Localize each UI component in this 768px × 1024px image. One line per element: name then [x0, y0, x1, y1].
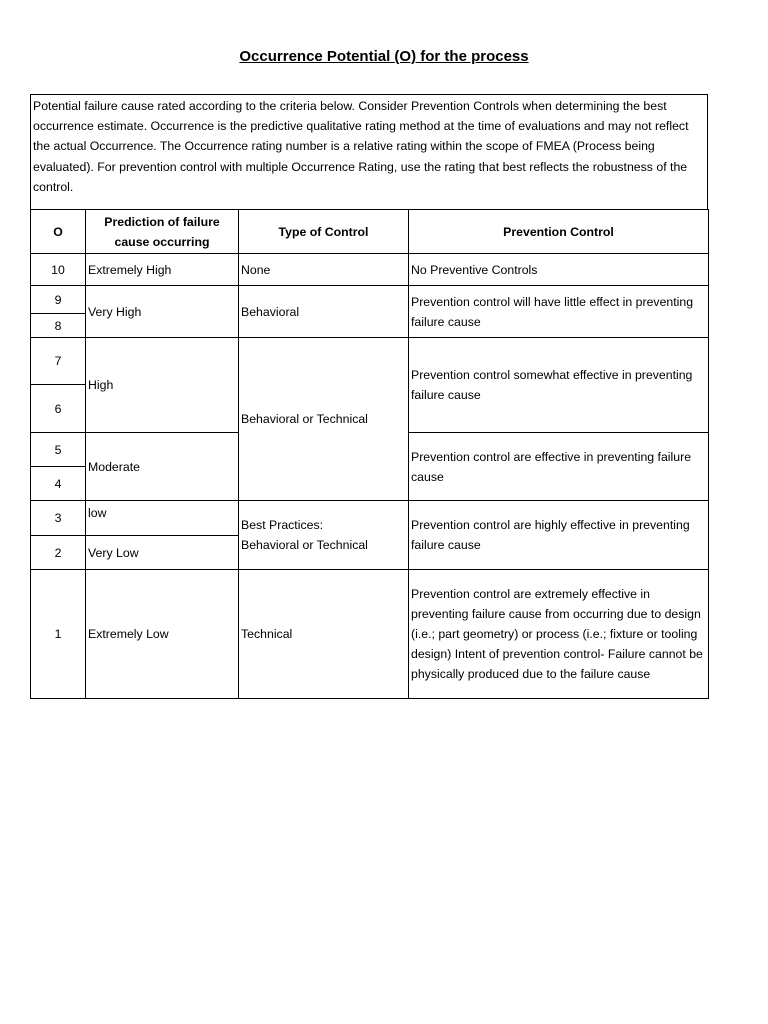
prediction-cell: High — [86, 338, 239, 433]
intro-text: Potential failure cause rated according to the criteria below. Consider Prevention Controls when determining the best occurrence estimate. Occurrence is the predictive qualitative rating method at the time of evaluations and may not reflect the actual Occurrence. The Occurrence rating number is a relative rating within the scope of FMEA (Process being evaluated). For prevention control with multiple Occurrence Rating, use the rating that best reflects the robustness of the control. — [30, 94, 708, 209]
header-prediction: Prediction of failure cause occurring — [86, 210, 239, 254]
prevention-cell: Prevention control are effective in preventing failure cause — [409, 433, 709, 501]
rating-cell: 1 — [31, 570, 86, 699]
rating-cell: 10 — [31, 254, 86, 286]
type-cell: Behavioral — [239, 286, 409, 338]
prediction-cell: Very High — [86, 286, 239, 338]
prevention-cell: No Preventive Controls — [409, 254, 709, 286]
table-row — [31, 338, 709, 385]
type-cell: None — [239, 254, 409, 286]
prediction-cell: Extremely High — [86, 254, 239, 286]
prediction-cell: Very Low — [86, 536, 239, 570]
type-cell — [239, 501, 409, 570]
table-header-row — [31, 210, 709, 254]
header-o: O — [31, 210, 86, 254]
rating-cell: 8 — [31, 314, 86, 338]
occurrence-table-container — [30, 94, 708, 699]
table-row — [31, 254, 709, 286]
rating-cell: 7 — [31, 338, 86, 385]
prevention-cell: Prevention control somewhat effective in preventing failure cause — [409, 338, 709, 433]
prediction-cell: Extremely Low — [86, 570, 239, 699]
prediction-cell: low — [86, 501, 239, 536]
rating-cell: 3 — [31, 501, 86, 536]
table-row — [31, 570, 709, 699]
header-prevention-control: Prevention Control — [409, 210, 709, 254]
prediction-cell: Moderate — [86, 433, 239, 501]
prevention-cell: Prevention control are extremely effective in preventing failure cause from occurring due to design (i.e.; part geometry) or process (i.e.; fixture or tooling design) Intent of prevention control- Failure cannot be physically produced due to the failure cause — [409, 570, 709, 699]
rating-cell: 6 — [31, 385, 86, 433]
table-row — [31, 501, 709, 536]
rating-cell: 5 — [31, 433, 86, 467]
rating-cell: 9 — [31, 286, 86, 314]
rating-cell: 2 — [31, 536, 86, 570]
occurrence-rating-table — [30, 209, 709, 699]
rating-cell: 4 — [31, 467, 86, 501]
prevention-cell: Prevention control will have little effect in preventing failure cause — [409, 286, 709, 338]
type-cell: Behavioral or Technical — [239, 338, 409, 501]
header-type-of-control: Type of Control — [239, 210, 409, 254]
type-line: Behavioral or Technical — [241, 538, 368, 552]
page-title: Occurrence Potential (O) for the process — [239, 48, 529, 65]
prevention-cell: Prevention control are highly effective in preventing failure cause — [409, 501, 709, 570]
type-line: Best Practices: — [241, 518, 324, 532]
table-row — [31, 286, 709, 314]
type-cell: Technical — [239, 570, 409, 699]
